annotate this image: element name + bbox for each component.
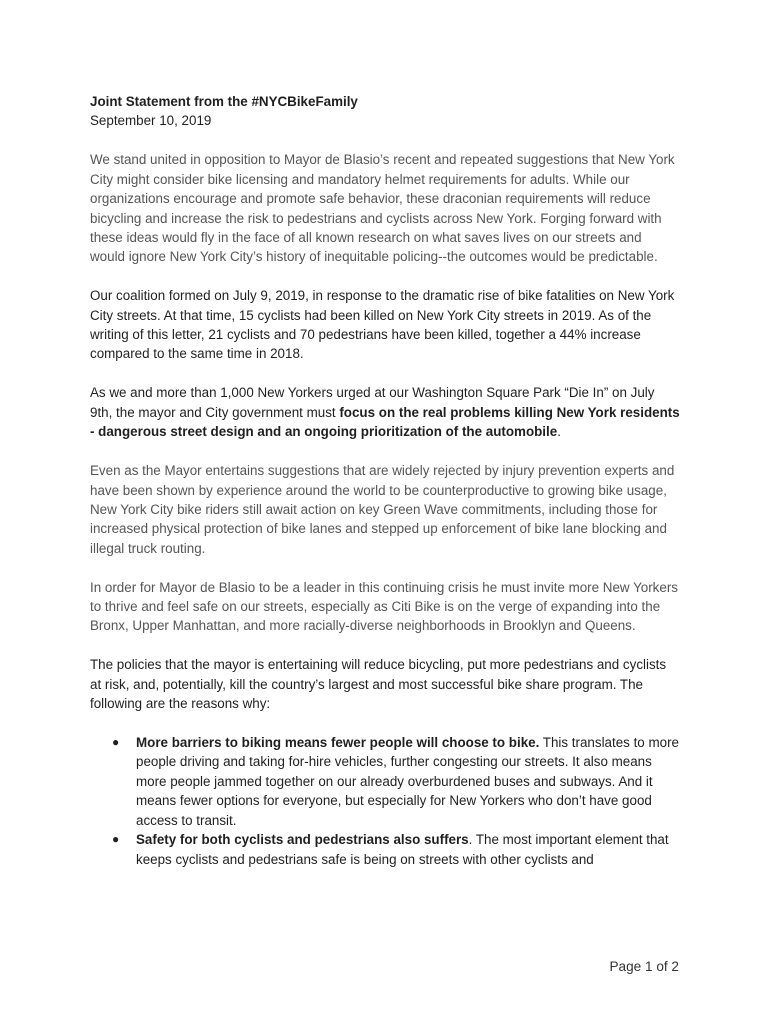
list-item <box>90 733 680 830</box>
paragraph-green-wave: Even as the Mayor entertains suggestions that are widely rejected by injury prevention experts and have been shown by experience around the world to be counterproductive to growing bike usage, New York City bike riders still await action on key Green Wave commitments, including those for increased physical protection of bike lanes and stepped up enforcement of bike lane blocking and illegal truck routing. <box>90 463 675 556</box>
paragraph-policies: The policies that the mayor is entertaining will reduce bicycling, put more pedestrians and cyclists at risk, and, potentially, kill the country’s largest and most successful bike share program. The following are the reasons why: <box>90 657 667 712</box>
list-item-text: . The most important element that keeps cyclists and pedestrians safe is being on streets with other cyclists and <box>136 832 669 867</box>
list-item-lead: More barriers to biking means fewer people will choose to bike. <box>136 735 540 751</box>
spacer <box>90 442 680 462</box>
reasons-list <box>90 733 680 869</box>
paragraph-die-in-emphasis: focus on the real problems killing New York residents - dangerous street design and an ongoing prioritization of the automobile <box>90 404 680 440</box>
spacer <box>90 131 680 151</box>
spacer <box>90 714 680 734</box>
spacer <box>90 364 680 384</box>
document-page <box>90 92 680 869</box>
bullet-icon: ● <box>112 735 120 750</box>
paragraph-die-in-lead: As we and more than 1,000 New Yorkers urged at our Washington Square Park “Die In” on July 9th, the mayor and City government must <box>90 385 655 420</box>
list-item-text: This translates to more people driving and taking for-hire vehicles, further congesting our streets. It also means more people jammed together on our already overburdened buses and subways. And it means fewer options for everyone, but especially for New Yorkers who don’t have good access to transit. <box>136 735 679 828</box>
bullet-icon: ● <box>112 832 120 847</box>
paragraph-opposition: We stand united in opposition to Mayor de Blasio’s recent and repeated suggestions that New York City might consider bike licensing and mandatory helmet requirements for adults. While our organizations encourage and promote safe behavior, these draconian requirements will reduce bicycling and increase the risk to pedestrians and cyclists across New York. Forging forward with these ideas would fly in the face of all known research on what saves lives on our streets and would ignore New York City’s history of inequitable policing--the outcomes would be predictable. <box>90 152 675 265</box>
list-item <box>90 830 680 869</box>
spacer <box>90 267 680 287</box>
paragraph-die-in-end: . <box>557 424 561 440</box>
list-item-lead: Safety for both cyclists and pedestrians also suffers <box>136 832 469 848</box>
spacer <box>90 636 680 656</box>
document-date: September 10, 2019 <box>90 113 212 129</box>
document-title: Joint Statement from the #NYCBikeFamily <box>90 94 358 109</box>
paragraph-citi-bike: In order for Mayor de Blasio to be a leader in this continuing crisis he must invite more New Yorkers to thrive and feel safe on our streets, especially as Citi Bike is on the verge of expanding into the Bronx, Upper Manhattan, and more racially-diverse neighborhoods in Brooklyn and Queens. <box>90 579 678 634</box>
paragraph-coalition: Our coalition formed on July 9, 2019, in response to the dramatic rise of bike fatalities on New York City streets. At that time, 15 cyclists had been killed on New York City streets in 2019. As of the writing of this letter, 21 cyclists and 70 pedestrians have been killed, together a 44% increase compared to the same time in 2018. <box>90 288 675 362</box>
page-number: Page 1 of 2 <box>609 959 679 974</box>
paragraph-die-in <box>90 383 680 441</box>
spacer <box>90 558 680 578</box>
